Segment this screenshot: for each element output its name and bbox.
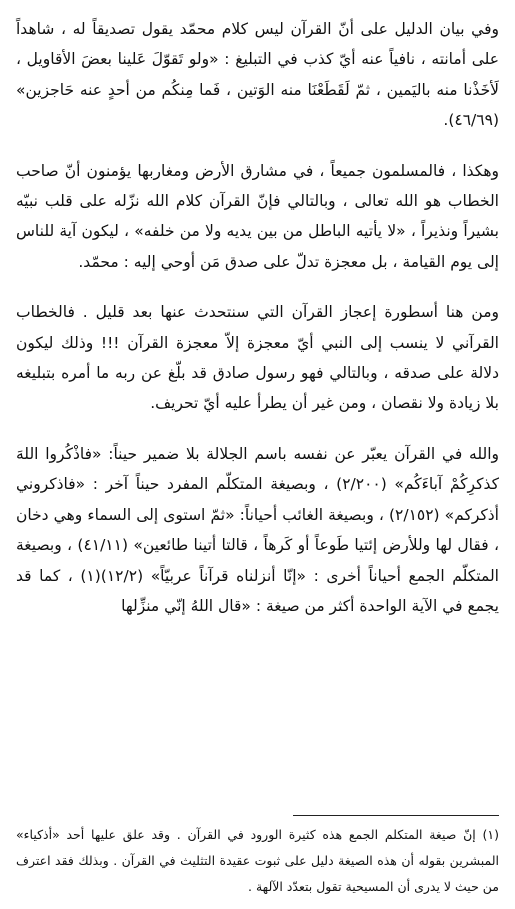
- paragraph-4: والله في القرآن يعبّر عن نفسه باسم الجلالة بلا ضمير حيناً: «فاذْكُروا اللهَ كذكرِكُمْ آباءَكُم» (٢/٢٠٠) ، وبصيغة المتكلّم المفرد حيناً آخر : «فاذكروني أذكركم» (٢/١٥٢) ، وبصيغة الغائب أحياناً: «ثمّ استوى إلى السماء وهي دخان ، فقال لها وللأرض إئتيا طَوعاً أو كَرهاً ، قالتا أتينا طائعين» (٤١/١١) ، وبصيغة المتكلّم الجمع أحياناً أخرى : «إنّا أنزلناه قرآناً عربيّاً» (١٢/٢)(١) ، كما قد يجمع في الآية الواحدة أكثر من صيغة : «قال اللهُ إنّي منزِّلها: [16, 444, 499, 615]
- paragraph-2: وهكذا ، فالمسلمون جميعاً ، في مشارق الأرض ومغاربها يؤمنون أنّ صاحب الخطاب هو الله تعالى ، وبالتالي فإنّ القرآن كلام الله نزّله على قلب نبيّه بشيراً ونذيراً ، «لا يأتيه الباطل من بين يديه ولا من خلفه» ، ليكون آية للناس إلى يوم القيامة ، بل معجزة تدلّ على صدق مَن أوحي إليه : محمّد.: [16, 161, 499, 271]
- paragraph-3: ومن هنا أسطورة إعجاز القرآن التي سنتحدث عنها بعد قليل . فالخطاب القرآني لا ينسب إلى النبي أيّ معجزة إلاّ معجزة القرآن !!! وذلك ليكون دلالة على صدقه ، وبالتالي فهو رسول صادق قد بلّغ عن ربه ما أمره بتبليغه بلا زيادة ولا نقصان ، ومن غير أن يطرأ عليه أيّ تحريف.: [16, 303, 499, 413]
- footnote-divider: [293, 815, 499, 816]
- paragraph-1: وفي بيان الدليل على أنّ القرآن ليس كلام محمّد يقول تصديقاً له ، شاهداً على أمانته ، نافياً عنه أيّ كذب في التبليغ : «ولو تَقوّلَ عَلينا بعضَ الأقاويل ، لَأخَذْنا منه باليَمين ، ثمّ لَقَطَعْنَا منه الوَتين ، فَما مِنكُم من أحدٍ عنه حَاجزين» (٤٦/٦٩).: [16, 20, 499, 130]
- footnote: (١) إنّ صيغة المتكلم الجمع هذه كثيرة الورود في القرآن . وقد علق عليها أحد «أذكياء» المبشرين بقوله أن هذه الصيغة دليل على ثبوت عقيدة التثليث في القرآن . وبذلك فقد اعترف من حيث لا يدرى أن المسيحية تقول بتعدّد الآلهة .: [16, 827, 499, 894]
